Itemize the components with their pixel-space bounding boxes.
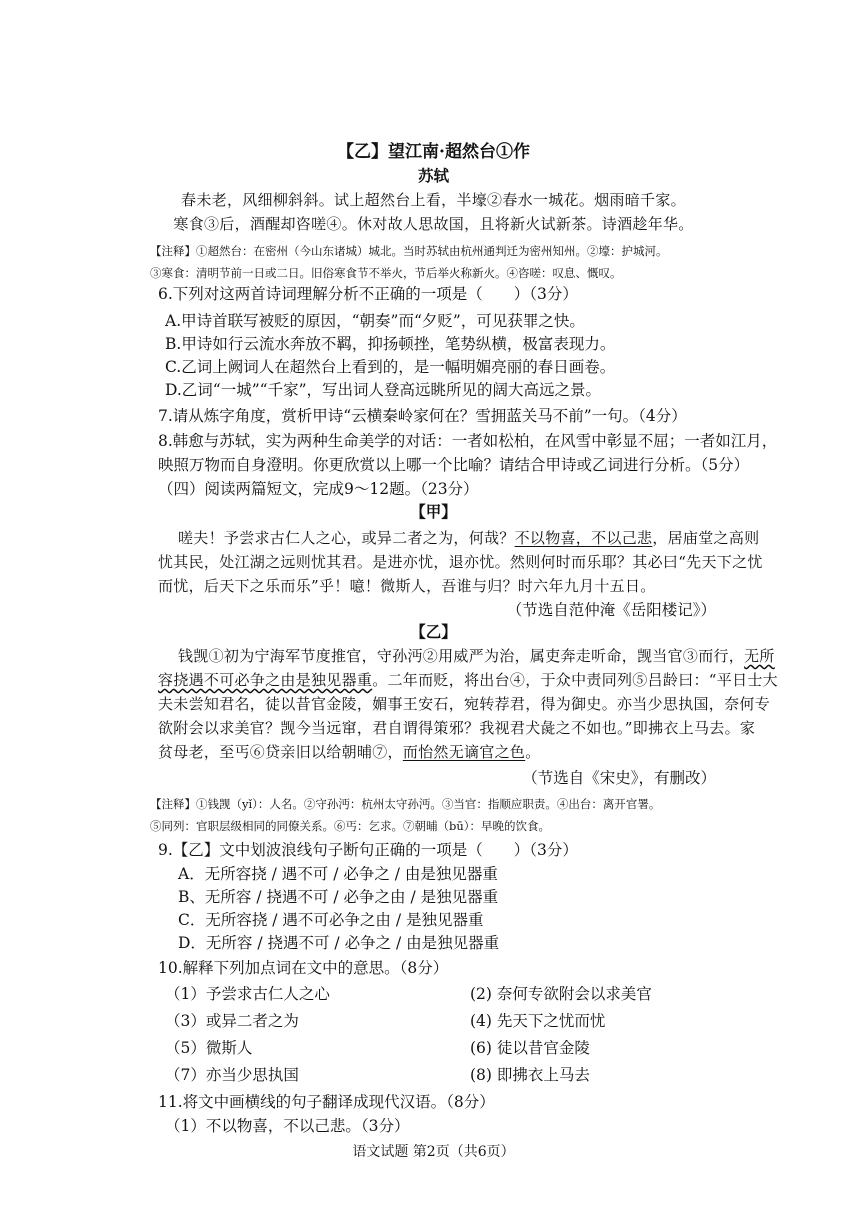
passage-yi-line-3: 夫未尝知君名，徒以昔官金陵，媚事王安石，宛转荐君，得为御史。亦当少思执国，奈何专: [158, 695, 771, 713]
question-10-item-6: (6) 徒以昔官金陵: [470, 1039, 590, 1057]
poem-author: 苏轼: [417, 166, 449, 185]
poem-line-2: 寒食③后，酒醒却咨嗟④。休对故人思故国，且将新火试新茶。诗酒趁年华。: [173, 215, 694, 233]
passage-yi-note-1: 【注释】①钱觊（yǐ）：人名。②守孙沔：杭州太守孙沔。③当官：指顺应职责。④出台：离开官署。: [150, 797, 661, 811]
passage-jia-line-2: 忧其民，处江湖之远则忧其君。是进亦忧，退亦忧。然则何时而乐耶？其必曰“先天下之忧: [158, 553, 763, 571]
question-11-sub-1: （1）不以物喜，不以己悲。（3分）: [165, 1117, 410, 1135]
underlined-sentence-1: 不以物喜，不以己悲: [514, 529, 653, 547]
question-10-item-8: (8) 即拂衣上马去: [470, 1066, 590, 1084]
question-10-stem: 10.解释下列加点词在文中的意思。（8分）: [158, 959, 449, 977]
question-6-option-b: B.甲诗如行云流水奔放不羁，抑扬顿挫，笔势纵横，极富表现力。: [165, 335, 616, 353]
passage-jia-line-1: 嗟夫！予尝求古仁人之心，或异二者之为，何哉？不以物喜，不以己悲，居庙堂之高则: [178, 529, 760, 547]
passage-yi-line-4: 欲附会以求美官？觊今当远窜，君自谓得策邪？我视君犬彘之不如也。”即拂衣上马去。家: [158, 719, 756, 737]
passage-yi-line-1: 钱觊①初为宁海军节度推官，守孙沔②用威严为治，属吏奔走听命，觊当官③而行，无所: [178, 647, 775, 665]
passage-yi-note-2: ⑤同列：官职层级相同的同僚关系。⑥丐：乞求。⑦朝晡（bū）：早晚的饮食。: [150, 819, 551, 833]
page-footer: 语文试题 第2页（共6页）: [352, 1144, 515, 1160]
question-11-stem: 11.将文中画横线的句子翻译成现代汉语。（8分）: [158, 1093, 495, 1111]
question-6-stem: 6.下列对这两首诗词理解分析不正确的一项是（ ）（3分）: [158, 285, 578, 303]
question-10-item-2: (2) 奈何专欲附会以求美官: [470, 985, 652, 1003]
passage-yi-line-2: 容挠遇不可必争之由是独见器重。二年而贬，将出台④，于众中责同列⑤吕龄曰：“平日士大: [158, 671, 778, 689]
question-9-stem: 9.【乙】文中划波浪线句子断句正确的一项是（ ）（3分）: [158, 841, 578, 859]
passage-yi-source: （节选自《宋史》，有删改）: [522, 769, 716, 787]
passage-jia-label: 【甲】: [410, 502, 457, 521]
question-10-item-3: （3）或异二者之为: [165, 1012, 299, 1030]
passage-yi-line-5: 贫母老，至丐⑥贷亲旧以给朝晡⑦，而怡然无谪官之色。: [158, 743, 541, 761]
question-8-line-2: 映照万物而自身澄明。你更欣赏以上哪一个比喻？请结合甲诗或乙词进行分析。（5分）: [158, 456, 750, 474]
question-9-option-d: D．无所容 / 挠遇不可 / 必争之 / 由是独见器重: [178, 934, 500, 952]
poem-note-1: 【注释】①超然台：在密州（今山东诸城）城北。当时苏轼由杭州通判迁为密州知州。②壕：护城河。: [150, 244, 668, 258]
passage-jia-source: （节选自范仲淹《岳阳楼记》）: [506, 601, 716, 619]
underlined-sentence-2: 而怡然无谪官之色: [402, 743, 526, 761]
question-10-item-1: （1）予尝求古仁人之心: [165, 985, 330, 1003]
section-4-heading: （四）阅读两篇短文，完成9～12题。（23分）: [158, 480, 479, 498]
question-6-option-d: D.乙词“一城”“千家”，写出词人登高远眺所见的阔大高远之景。: [165, 381, 601, 399]
wavy-sentence-start: 无所: [744, 647, 775, 665]
question-7: 7.请从炼字角度，赏析甲诗“云横秦岭家何在？雪拥蓝关马不前”一句。（4分）: [158, 407, 687, 425]
passage-yi-label: 【乙】: [410, 622, 457, 641]
question-9-option-c: C．无所容挠 / 遇不可必争之由 / 是独见器重: [178, 911, 484, 929]
wavy-sentence-end: 容挠遇不可必争之由是独见器重: [158, 671, 373, 689]
poem-note-2: ③寒食：清明节前一日或二日。旧俗寒食节不举火，节后举火称新火。④咨嗟：叹息、慨叹。: [150, 266, 622, 280]
question-9-option-a: A．无所容挠 / 遇不可 / 必争之 / 由是独见器重: [178, 865, 498, 883]
question-10-item-5: （5）微斯人: [165, 1039, 253, 1057]
question-6-option-a: A.甲诗首联写被贬的原因，“朝奏”而“夕贬”，可见获罪之快。: [165, 312, 585, 330]
question-10-item-7: （7）亦当少思执国: [165, 1066, 299, 1084]
poem-title: 【乙】望江南·超然台①作: [337, 142, 530, 162]
question-9-option-b: B、无所容 / 挠遇不可 / 必争之由 / 是独见器重: [178, 888, 499, 906]
question-10-item-4: (4) 先天下之忧而忧: [470, 1012, 606, 1030]
poem-line-1: 春未老，风细柳斜斜。试上超然台上看，半壕②春水一城花。烟雨暗千家。: [181, 191, 686, 209]
passage-jia-line-3: 而忧，后天下之乐而乐”乎！噫！微斯人，吾谁与归？时六年九月十五日。: [158, 577, 656, 595]
question-8-line-1: 8.韩愈与苏轼，实为两种生命美学的对话：一者如松柏，在风雪中彰显不屈；一者如江月，: [158, 432, 778, 450]
question-6-option-c: C.乙词上阙词人在超然台上看到的，是一幅明媚亮丽的春日画卷。: [165, 358, 616, 376]
